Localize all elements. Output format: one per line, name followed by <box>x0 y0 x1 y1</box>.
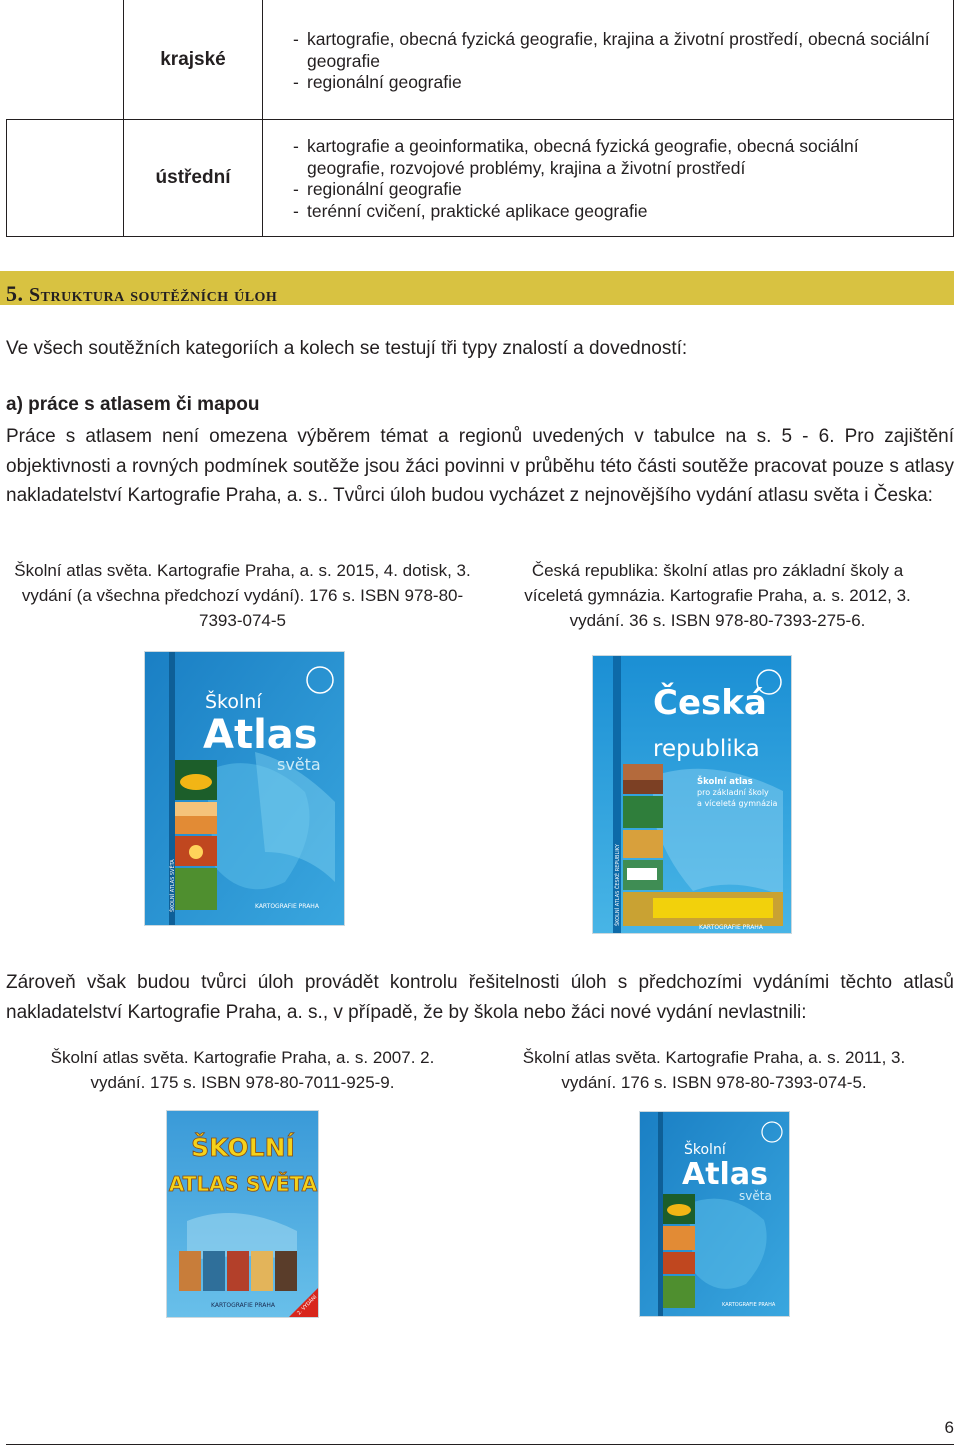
cover-publisher: KARTOGRAFIE PRAHA <box>699 924 763 931</box>
cover-publisher: KARTOGRAFIE PRAHA <box>255 903 319 910</box>
section-title: Struktura soutěžních úloh <box>29 284 278 306</box>
cover-line3: světa <box>739 1189 772 1203</box>
cover-line2: Atlas <box>682 1157 768 1192</box>
book-caption: Školní atlas světa. Kartografie Praha, a. s. 2015, 4. dotisk, 3. vydání (a všechna předchozí vydání). 176 s. ISBN 978-80-7393-074-5 <box>14 561 471 630</box>
cover-line2: Atlas <box>203 712 318 758</box>
section-number: 5. <box>6 281 24 306</box>
list-item: - regionální geografie <box>273 72 933 94</box>
book-cover-atlas-sveta <box>144 651 345 926</box>
book-cover-ceska-republika <box>592 655 792 934</box>
cover-publisher: KARTOGRAFIE PRAHA <box>722 1302 776 1308</box>
cover-line3: světa <box>277 755 321 774</box>
book-caption: Školní atlas světa. Kartografie Praha, a. s. 2011, 3. vydání. 176 s. ISBN 978-80-7393-074-5. <box>522 1048 906 1092</box>
cover-line3: Školní atlas <box>697 777 753 787</box>
row-label-text: ústřední <box>155 167 231 188</box>
cover-line5: a víceletá gymnázia <box>697 799 778 808</box>
row-label-ustredni <box>123 119 263 237</box>
intro-text: Ve všech soutěžních kategoriích a kolech se testují tři typy znalostí a dovedností: <box>6 338 688 359</box>
list-item: - kartografie, obecná fyzická geografie, krajina a životní prostředí, obecná sociální geografie <box>273 29 933 72</box>
cover-line2: republika <box>653 736 760 762</box>
list-item: - regionální geografie <box>273 179 933 201</box>
cover-spine: ŠKOLNÍ ATLAS ČESKÉ REPUBLIKY <box>615 844 621 926</box>
paragraph-2: Zároveň však budou tvůrci úloh provádět kontrolu řešitelnosti úloh s předchozími vydáními těchto atlasů nakladatelství Kartografie Praha, a. s., v případě, že by škola nebo žáci nové vydání nevlastnili: <box>6 972 954 1023</box>
footer-rule <box>6 1444 954 1445</box>
cover-line1: Školní <box>205 691 262 713</box>
book-cover-atlas-sveta-2007 <box>166 1110 319 1318</box>
table-left-cell <box>6 119 124 237</box>
table-blank <box>6 0 124 120</box>
row-content-krajske <box>262 0 954 120</box>
list-item: - kartografie a geoinformatika, obecná fyzická geografie, obecná sociální geografie, rozvojové problémy, krajina a životní prostředí <box>273 136 933 179</box>
cover-line1: ŠKOLNÍ <box>191 1133 295 1162</box>
cover-line4: pro základní školy <box>697 788 769 797</box>
subheading: a) práce s atlasem či mapou <box>6 394 260 415</box>
regions-table <box>6 0 954 237</box>
cover-line2: ATLAS SVĚTA <box>168 1172 318 1196</box>
paragraph-1: Práce s atlasem není omezena výběrem témat a regionů uvedených v tabulce na s. 5 - 6. Pro zajištění objektivnosti a rovných podmínek soutěže jsou žáci povinni v průběhu této části soutěže pracovat pouze s atlasy nakladatelství Kartografie Praha, a. s.. Tvůrci úloh budou vycházet z nejnovějšího vydání atlasu světa i Česka: <box>6 426 954 506</box>
row-label-text: krajské <box>160 48 226 70</box>
cover-publisher: KARTOGRAFIE PRAHA <box>211 1302 275 1309</box>
cover-spine: ŠKOLNÍ ATLAS SVĚTA <box>170 859 176 912</box>
section-heading <box>6 281 277 307</box>
row-label-krajske <box>123 0 263 120</box>
list-item: - terénní cvičení, praktické aplikace geografie <box>273 201 933 223</box>
cover-line1: Školní <box>684 1142 726 1158</box>
row-content-ustredni <box>262 119 954 237</box>
book-caption: Školní atlas světa. Kartografie Praha, a. s. 2007. 2. vydání. 175 s. ISBN 978-80-7011-925-9. <box>50 1048 435 1092</box>
cover-line1: Česká <box>653 683 767 723</box>
page-number: 6 <box>944 1418 954 1437</box>
cover-edition: 2. VYDÁNÍ <box>296 1294 319 1317</box>
book-cover-atlas-sveta-2011 <box>639 1111 790 1317</box>
book-caption: Česká republika: školní atlas pro základní školy a víceletá gymnázia. Kartografie Praha, a. s. 2012, 3. vydání. 36 s. ISBN 978-80-7393-275-6. <box>524 561 911 630</box>
